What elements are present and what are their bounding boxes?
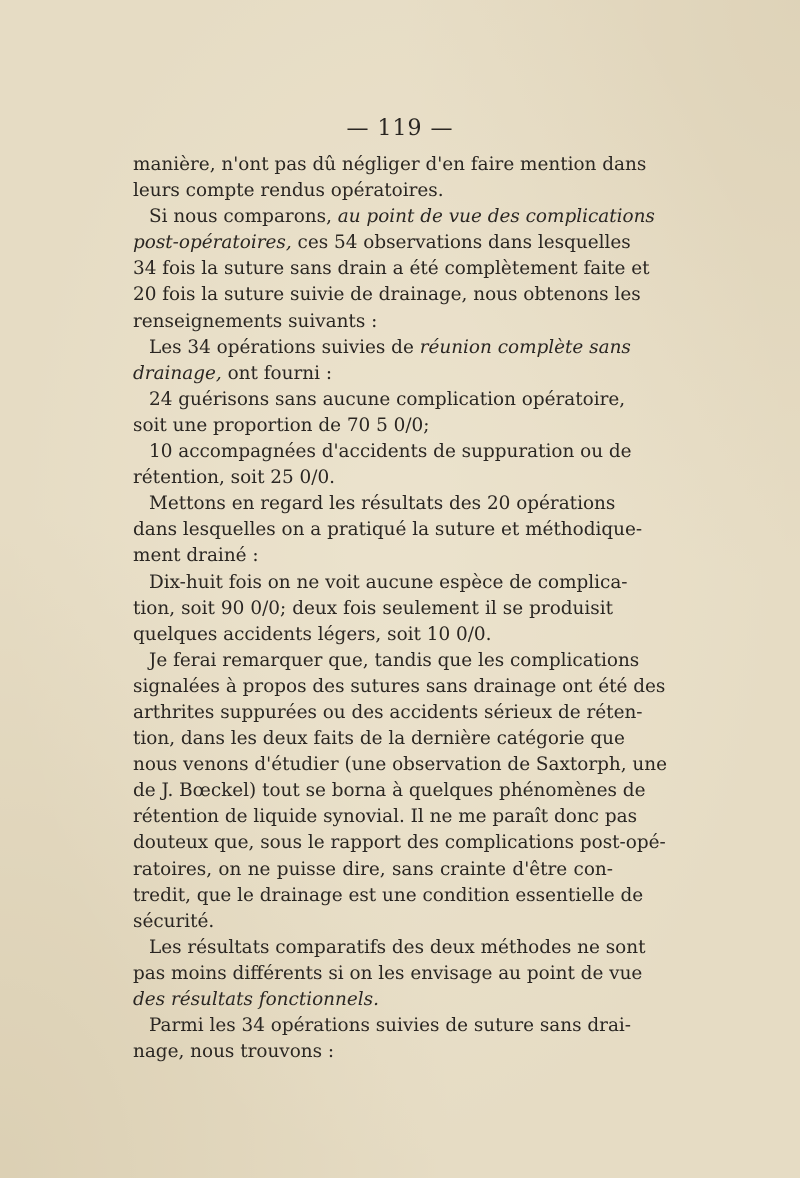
- text-line: Je ferai remarquer que, tandis que les complications: [149, 649, 640, 671]
- paragraph-8: [133, 648, 667, 935]
- text-line: ment drainé :: [133, 545, 259, 567]
- text-line: soit une proportion de 70 5 0/0;: [133, 414, 430, 436]
- text-line: Si nous comparons, au point de vue des complications: [149, 206, 655, 228]
- text-line: Les résultats comparatifs des deux méthodes ne sont: [149, 936, 646, 958]
- page-number: — 119 —: [346, 116, 454, 141]
- text-line: drainage, ont fourni :: [133, 362, 333, 384]
- text-line: leurs compte rendus opératoires.: [133, 180, 444, 202]
- text-line: des résultats fonctionnels.: [133, 989, 379, 1010]
- text-line: 34 fois la suture sans drain a été complètement faite et: [133, 258, 650, 280]
- paragraph-9: [133, 935, 646, 1013]
- text-line: rétention de liquide synovial. Il ne me paraît donc pas: [133, 806, 638, 828]
- text-line: sécurité.: [133, 910, 215, 932]
- text-line: Mettons en regard les résultats des 20 opérations: [149, 493, 616, 515]
- body-text: [133, 152, 667, 1065]
- paragraph-10: [133, 1013, 632, 1065]
- paragraph-6: [133, 491, 643, 569]
- text-line: arthrites suppurées ou des accidents sérieux de réten-: [133, 701, 643, 723]
- text-line: 24 guérisons sans aucune complication opératoire,: [149, 388, 626, 410]
- text-line: 10 accompagnées d'accidents de suppuration ou de: [149, 441, 632, 463]
- text-line: tion, dans les deux faits de la dernière catégorie que: [133, 728, 625, 750]
- text-line: manière, n'ont pas dû négliger d'en faire mention dans: [133, 154, 647, 175]
- text-line: pas moins différents si on les envisage au point de vue: [133, 962, 643, 984]
- text-line: Parmi les 34 opérations suivies de suture sans drai-: [149, 1015, 632, 1037]
- text-line: tion, soit 90 0/0; deux fois seulement il se produisit: [133, 597, 613, 619]
- text-line: Les 34 opérations suivies de réunion complète sans: [149, 336, 631, 358]
- paragraph-5: [133, 439, 632, 491]
- text-line: post-opératoires, ces 54 observations dans lesquelles: [133, 232, 631, 254]
- text-line: dans lesquelles on a pratiqué la suture et méthodique-: [133, 519, 643, 541]
- text-line: Dix-huit fois on ne voit aucune espèce de complica-: [149, 571, 628, 593]
- paragraph-3: [133, 335, 631, 387]
- text-line: ratoires, on ne puisse dire, sans crainte d'être con-: [133, 858, 613, 880]
- text-line: 20 fois la suture suivie de drainage, nous obtenons les: [133, 284, 641, 306]
- paragraph-2: [133, 204, 655, 334]
- paragraph-7: [133, 570, 628, 648]
- text-line: nous venons d'étudier (une observation de Saxtorph, une: [133, 754, 667, 776]
- text-line: renseignements suivants :: [133, 310, 378, 332]
- text-line: quelques accidents légers, soit 10 0/0.: [133, 623, 492, 645]
- text-line: tredit, que le drainage est une condition essentielle de: [133, 884, 644, 906]
- text-line: douteux que, sous le rapport des complications post-opé-: [133, 832, 666, 854]
- paragraph-1: [133, 152, 647, 204]
- text-line: rétention, soit 25 0/0.: [133, 467, 335, 489]
- text-line: signalées à propos des sutures sans drainage ont été des: [133, 675, 666, 697]
- paragraph-4: [133, 387, 626, 439]
- text-line: nage, nous trouvons :: [133, 1041, 335, 1063]
- text-line: de J. Bœckel) tout se borna à quelques phénomènes de: [133, 780, 646, 802]
